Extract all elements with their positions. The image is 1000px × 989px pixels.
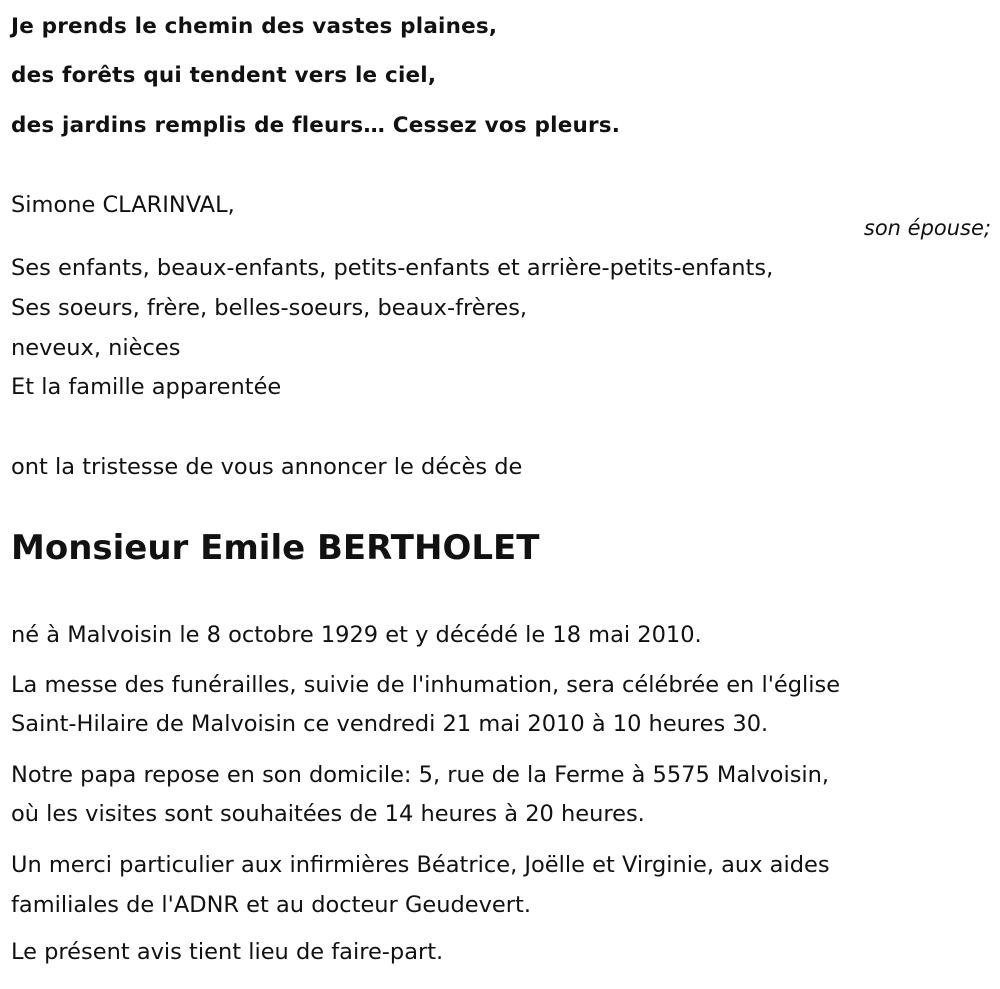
children-line: Ses enfants, beaux-enfants, petits-enfants et arrière-petits-enfants, [11,255,774,281]
announcement-line: ont la tristesse de vous annoncer le décès de [11,454,523,480]
deceased-name: Monsieur Emile BERTHOLET [11,528,540,568]
notice-line: Le présent avis tient lieu de faire-part. [11,939,444,965]
funeral-line-2: Saint-Hilaire de Malvoisin ce vendredi 21 mai 2010 à 10 heures 30. [11,711,769,737]
siblings-line: Ses soeurs, frère, belles-soeurs, beaux-frères, [11,295,528,321]
rest-line-1: Notre papa repose en son domicile: 5, rue de la Ferme à 5575 Malvoisin, [11,762,830,788]
nephews-line: neveux, nièces [11,335,181,361]
birth-death-line: né à Malvoisin le 8 octobre 1929 et y décédé le 18 mai 2010. [11,622,702,648]
relatives-line: Et la famille apparentée [11,374,282,400]
poem-line-3: des jardins remplis de fleurs… Cessez vos pleurs. [11,113,621,138]
rest-line-2: où les visites sont souhaitées de 14 heures à 20 heures. [11,801,645,827]
spouse-role: son épouse; [863,216,991,240]
funeral-line-1: La messe des funérailles, suivie de l'inhumation, sera célébrée en l'église [11,672,841,698]
poem-line-2: des forêts qui tendent vers le ciel, [11,63,437,88]
thanks-line-2: familiales de l'ADNR et au docteur Geudevert. [11,892,531,918]
spouse-name: Simone CLARINVAL, [11,192,235,218]
poem-line-1: Je prends le chemin des vastes plaines, [11,14,498,39]
thanks-line-1: Un merci particulier aux infirmières Béatrice, Joëlle et Virginie, aux aides [11,852,830,878]
